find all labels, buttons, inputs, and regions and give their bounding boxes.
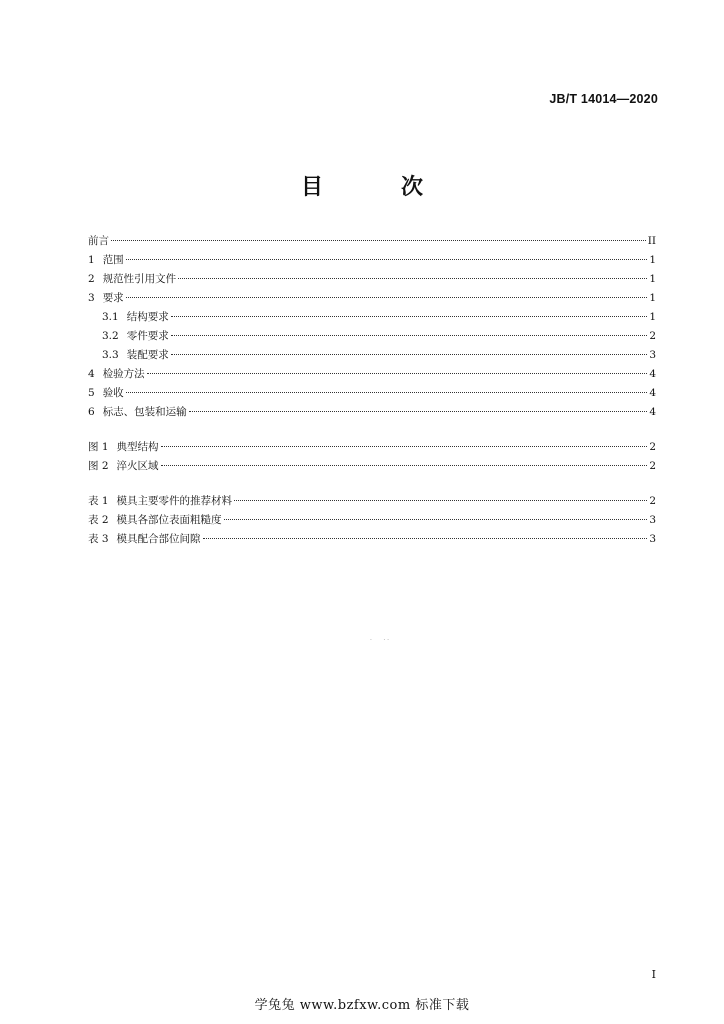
toc-entry-page: II: [647, 235, 656, 247]
page-number: I: [651, 968, 656, 981]
section-gap: [88, 422, 656, 438]
toc-entry-number: 2: [88, 273, 95, 285]
figure-entry-page: 2: [649, 460, 656, 472]
dot-leader: [203, 538, 648, 539]
toc-entry-page: 4: [649, 406, 656, 418]
table-entry-number: 表 3: [88, 533, 109, 545]
toc-entry-number: 5: [88, 387, 95, 399]
table-entry-label: 模具配合部位间隙: [116, 533, 201, 545]
toc-entry-page: 3: [649, 349, 656, 361]
section-gap: [88, 476, 656, 492]
toc-entry-label: 检验方法: [102, 368, 145, 380]
figure-entry[interactable]: [88, 457, 656, 476]
dot-leader: [126, 259, 648, 260]
toc-entry-label: 规范性引用文件: [102, 273, 177, 285]
toc-entry[interactable]: [88, 346, 656, 365]
toc-entry-page: 2: [649, 330, 656, 342]
table-entry-page: 3: [649, 514, 656, 526]
table-entry-page: 3: [649, 533, 656, 545]
dot-leader: [111, 240, 646, 241]
dot-leader: [126, 392, 648, 393]
footer-watermark: 学兔兔 www.bzfxw.com 标准下载: [254, 998, 470, 1013]
dot-leader: [171, 335, 648, 336]
page-title: 目 次: [300, 174, 451, 200]
figure-entry-label: 淬火区域: [116, 460, 159, 472]
toc-entry-number: 6: [88, 406, 95, 418]
dot-leader: [147, 373, 648, 374]
toc-entry[interactable]: [88, 365, 656, 384]
toc-entry-page: 1: [649, 292, 656, 304]
toc-entry-page: 1: [649, 254, 656, 266]
dot-leader: [234, 500, 647, 501]
dot-leader: [161, 465, 648, 466]
toc-entry-label: 验收: [102, 387, 124, 399]
dot-leader: [224, 519, 648, 520]
toc-entry[interactable]: [88, 251, 656, 270]
scan-specks: · · ·: [370, 637, 390, 644]
toc-entry-number: 3.2: [102, 330, 119, 342]
table-entry-page: 2: [649, 495, 656, 507]
toc-entry-page: 4: [649, 368, 656, 380]
toc-entry-page: 4: [649, 387, 656, 399]
dot-leader: [126, 297, 648, 298]
toc-entry-label: 要求: [102, 292, 124, 304]
toc-entry-number: 1: [88, 254, 95, 266]
toc-entry[interactable]: [88, 232, 656, 251]
dot-leader: [178, 278, 647, 279]
table-entry-label: 模具主要零件的推荐材料: [116, 495, 233, 507]
dot-leader: [171, 354, 648, 355]
toc-entry[interactable]: [88, 270, 656, 289]
dot-leader: [161, 446, 648, 447]
standard-code: JB/T 14014—2020: [549, 92, 658, 106]
table-entry[interactable]: [88, 530, 656, 549]
toc-entry-label: 范围: [102, 254, 124, 266]
toc-entry-page: 1: [649, 273, 656, 285]
toc-entry[interactable]: [88, 327, 656, 346]
table-entry-label: 模具各部位表面粗糙度: [116, 514, 222, 526]
figure-entry-label: 典型结构: [116, 441, 159, 453]
toc-entry[interactable]: [88, 289, 656, 308]
toc-entry[interactable]: [88, 403, 656, 422]
figure-entry[interactable]: [88, 438, 656, 457]
toc-entry-label: 零件要求: [126, 330, 169, 342]
dot-leader: [171, 316, 648, 317]
toc-entry-number: 4: [88, 368, 95, 380]
toc-entry-number: 3.1: [102, 311, 119, 323]
table-entry-number: 表 2: [88, 514, 109, 526]
toc-entry[interactable]: [88, 308, 656, 327]
table-entry[interactable]: [88, 492, 656, 511]
figure-entry-number: 图 2: [88, 460, 109, 472]
figure-entry-page: 2: [649, 441, 656, 453]
toc-tables: [88, 492, 656, 549]
toc-entry-label: 标志、包装和运输: [102, 406, 187, 418]
toc-entry[interactable]: [88, 384, 656, 403]
toc-entry-number: 3.3: [102, 349, 119, 361]
dot-leader: [189, 411, 648, 412]
toc-entry-label: 装配要求: [126, 349, 169, 361]
toc-entry-label: 结构要求: [126, 311, 169, 323]
figure-entry-number: 图 1: [88, 441, 109, 453]
table-entry[interactable]: [88, 511, 656, 530]
toc-entry-number: 3: [88, 292, 95, 304]
toc-entry-page: 1: [649, 311, 656, 323]
table-of-contents: [88, 232, 656, 549]
toc-entry-label: 前言: [88, 235, 109, 247]
toc-sections: [88, 232, 656, 422]
table-entry-number: 表 1: [88, 495, 109, 507]
toc-figures: [88, 438, 656, 476]
